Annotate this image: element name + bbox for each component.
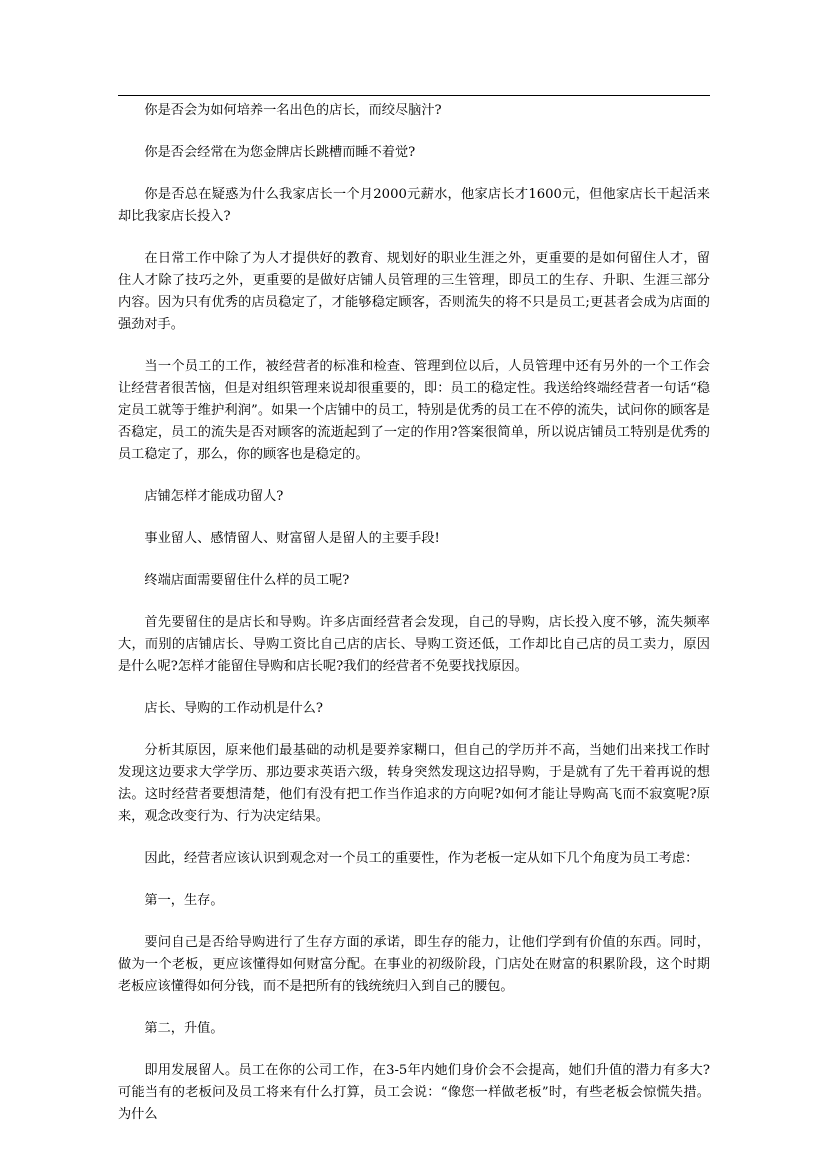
header-rule <box>118 95 710 96</box>
paragraph: 要问自己是否给导购进行了生存方面的承诺，即生存的能力，让他们学到有价值的东西。同时，做为一个老板，更应该懂得如何财富分配。在事业的初级阶段，门店处在财富的积累阶段，这个时期老板应该懂得如何分钱，而不是把所有的钱统统归入到自己的腰包。 <box>118 935 710 994</box>
paragraph: 首先要留住的是店长和导购。许多店面经营者会发现，自己的导购，店长投入度不够，流失频率大，而别的店铺店长、导购工资比自己店的店长、导购工资还低，工作却比自己店的员工卖力，原因是什么呢?怎样才能留住导购和店长呢?我们的经营者不免要找找原因。 <box>118 615 710 674</box>
document-body <box>118 100 710 1146</box>
paragraph: 第二，升值。 <box>144 1021 224 1036</box>
paragraph: 因此，经营者应该认识到观念对一个员工的重要性，作为老板一定从如下几个角度为员工考虑： <box>144 851 699 866</box>
paragraph: 你是否总在疑惑为什么我家店长一个月2000元薪水，他家店长才1600元，但他家店长干起活来却比我家店长投入? <box>118 187 710 224</box>
paragraph: 你是否会经常在为您金牌店长跳槽而睡不着觉? <box>144 145 416 160</box>
paragraph: 第一，生存。 <box>144 893 224 908</box>
paragraph: 店长、导购的工作动机是什么? <box>144 701 323 716</box>
paragraph: 当一个员工的工作，被经营者的标准和检查、管理到位以后，人员管理中还有另外的一个工作会让经营者很苦恼，但是对组织管理来说却很重要的，即：员工的稳定性。我送给终端经营者一句话“稳定员工就等于维护利润”。如果一个店铺中的员工，特别是优秀的员工在不停的流失，试问你的顾客是否稳定，员工的流失是否对顾客的流逝起到了一定的作用?答案很简单，所以说店铺员工特别是优秀的员工稳定了，那么，你的顾客也是稳定的。 <box>118 359 710 462</box>
paragraph: 即用发展留人。员工在你的公司工作，在3-5年内她们身价会不会提高，她们升值的潜力有多大?可能当有的老板问及员工将来有什么打算，员工会说：“像您一样做老板”时，有些老板会惊慌失措。为什么 <box>118 1063 710 1122</box>
paragraph: 事业留人、感情留人、财富留人是留人的主要手段! <box>144 531 440 546</box>
paragraph: 终端店面需要留住什么样的员工呢? <box>144 573 350 588</box>
paragraph: 分析其原因，原来他们最基础的动机是要养家糊口，但自己的学历并不高，当她们出来找工作时发现这边要求大学学历、那边要求英语六级，转身突然发现这边招导购，于是就有了先干着再说的想法。这时经营者要想清楚，他们有没有把工作当作追求的方向呢?如何才能让导购高飞而不寂寞呢?原来，观念改变行为、行为决定结果。 <box>118 743 710 824</box>
paragraph: 店铺怎样才能成功留人? <box>144 489 284 504</box>
paragraph: 在日常工作中除了为人才提供好的教育、规划好的职业生涯之外，更重要的是如何留住人才，留住人才除了技巧之外，更重要的是做好店铺人员管理的三生管理，即员工的生存、升职、生涯三部分内容。因为只有优秀的店员稳定了，才能够稳定顾客，否则流失的将不只是员工;更甚者会成为店面的强劲对手。 <box>118 251 710 332</box>
paragraph: 你是否会为如何培养一名出色的店长，而绞尽脑汁? <box>144 103 442 118</box>
